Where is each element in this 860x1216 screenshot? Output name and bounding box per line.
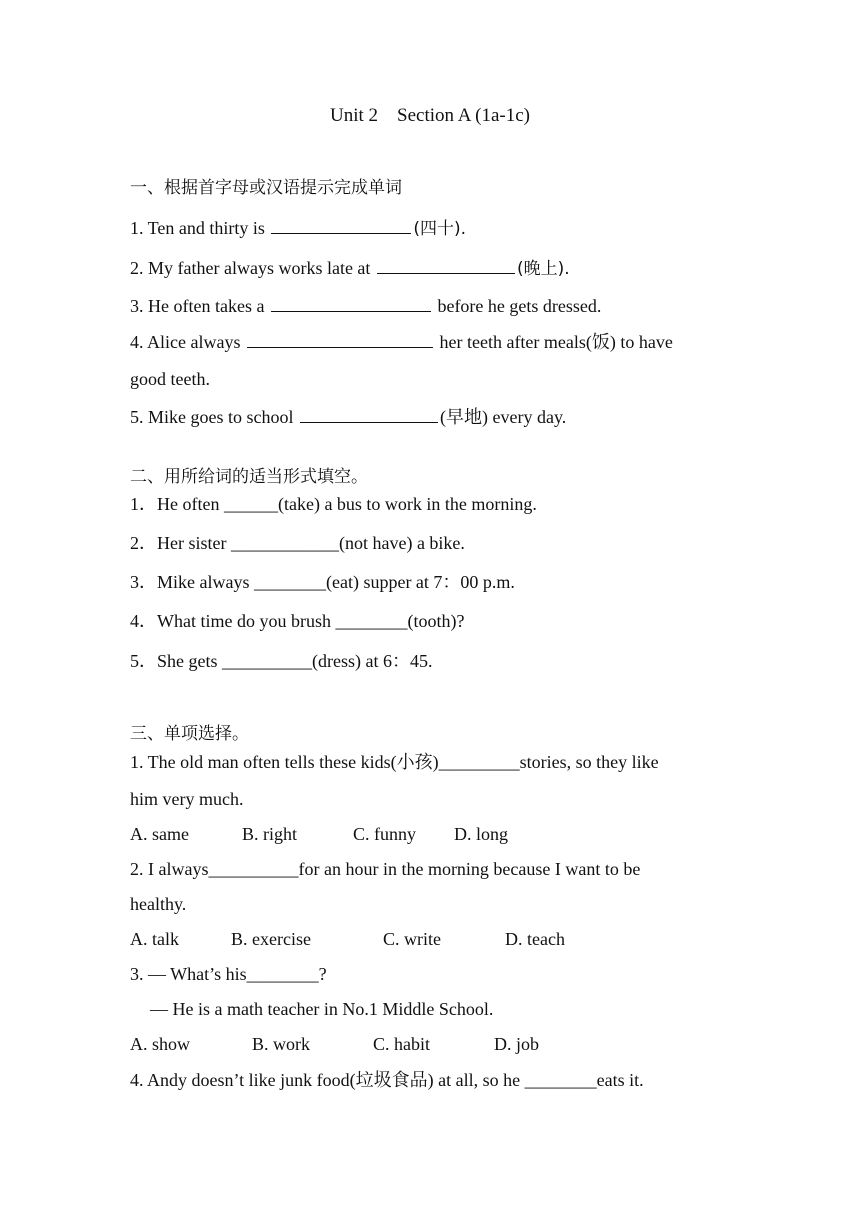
part2-heading: 二、用所给词的适当形式填空。 [130, 467, 368, 487]
part3-question-1-continued: him very much. [130, 789, 244, 809]
part1-question-2: 2. My father always works late at (晚上). [130, 255, 570, 281]
part3-question-4: 4. Andy doesn’t like junk food(垃圾食品) at all, so he ________eats it. [130, 1070, 644, 1090]
part2-question-1: 1．He often ______(take) a bus to work in the morning. [130, 494, 537, 514]
answer-blank[interactable] [377, 255, 515, 274]
part2-question-4: 4．What time do you brush ________(tooth)? [130, 611, 465, 631]
part2-question-2: 2．Her sister ____________(not have) a bike. [130, 533, 465, 553]
part1-question-5: 5. Mike goes to school (早地) every day. [130, 404, 566, 429]
option-c[interactable]: C. write [383, 929, 441, 949]
option-a[interactable]: A. same [130, 824, 189, 844]
part1-question-4: 4. Alice always her teeth after meals(饭) to have [130, 329, 673, 354]
part3-question-1: 1. The old man often tells these kids(小孩)_________stories, so they like [130, 752, 659, 772]
unit-label: Unit 2 [330, 105, 379, 126]
part1-question-3: 3. He often takes a before he gets dressed. [130, 293, 601, 318]
part1-heading: 一、根据首字母或汉语提示完成单词 [130, 178, 402, 198]
part2-question-3: 3．Mike always ________(eat) supper at 7：00 p.m. [130, 572, 515, 592]
option-b[interactable]: B. right [242, 824, 298, 844]
option-d[interactable]: D. job [494, 1034, 539, 1054]
part1-question-1: 1. Ten and thirty is (四十). [130, 215, 466, 241]
option-c[interactable]: C. funny [353, 824, 416, 844]
answer-blank[interactable] [271, 215, 411, 234]
option-c[interactable]: C. habit [373, 1034, 430, 1054]
page-title [0, 104, 860, 128]
answer-blank[interactable] [300, 404, 438, 423]
part3-question-3: 3. — What’s his________? [130, 964, 327, 984]
option-b[interactable]: B. exercise [231, 929, 311, 949]
answer-blank[interactable] [247, 329, 433, 348]
option-b[interactable]: B. work [252, 1034, 310, 1054]
part3-question-2: 2. I always__________for an hour in the morning because I want to be [130, 859, 641, 879]
option-d[interactable]: D. teach [505, 929, 565, 949]
part3-question-2-continued: healthy. [130, 894, 187, 914]
part3-question-3-answer-line: — He is a math teacher in No.1 Middle School. [150, 999, 494, 1019]
part1-question-4-continued: good teeth. [130, 369, 210, 389]
option-d[interactable]: D. long [454, 824, 508, 844]
section-label: Section A (1a-1c) [397, 105, 530, 126]
part3-heading: 三、单项选择。 [130, 724, 249, 744]
part2-question-5: 5．She gets __________(dress) at 6：45. [130, 651, 433, 671]
answer-blank[interactable] [271, 293, 431, 312]
option-a[interactable]: A. talk [130, 929, 179, 949]
option-a[interactable]: A. show [130, 1034, 191, 1054]
